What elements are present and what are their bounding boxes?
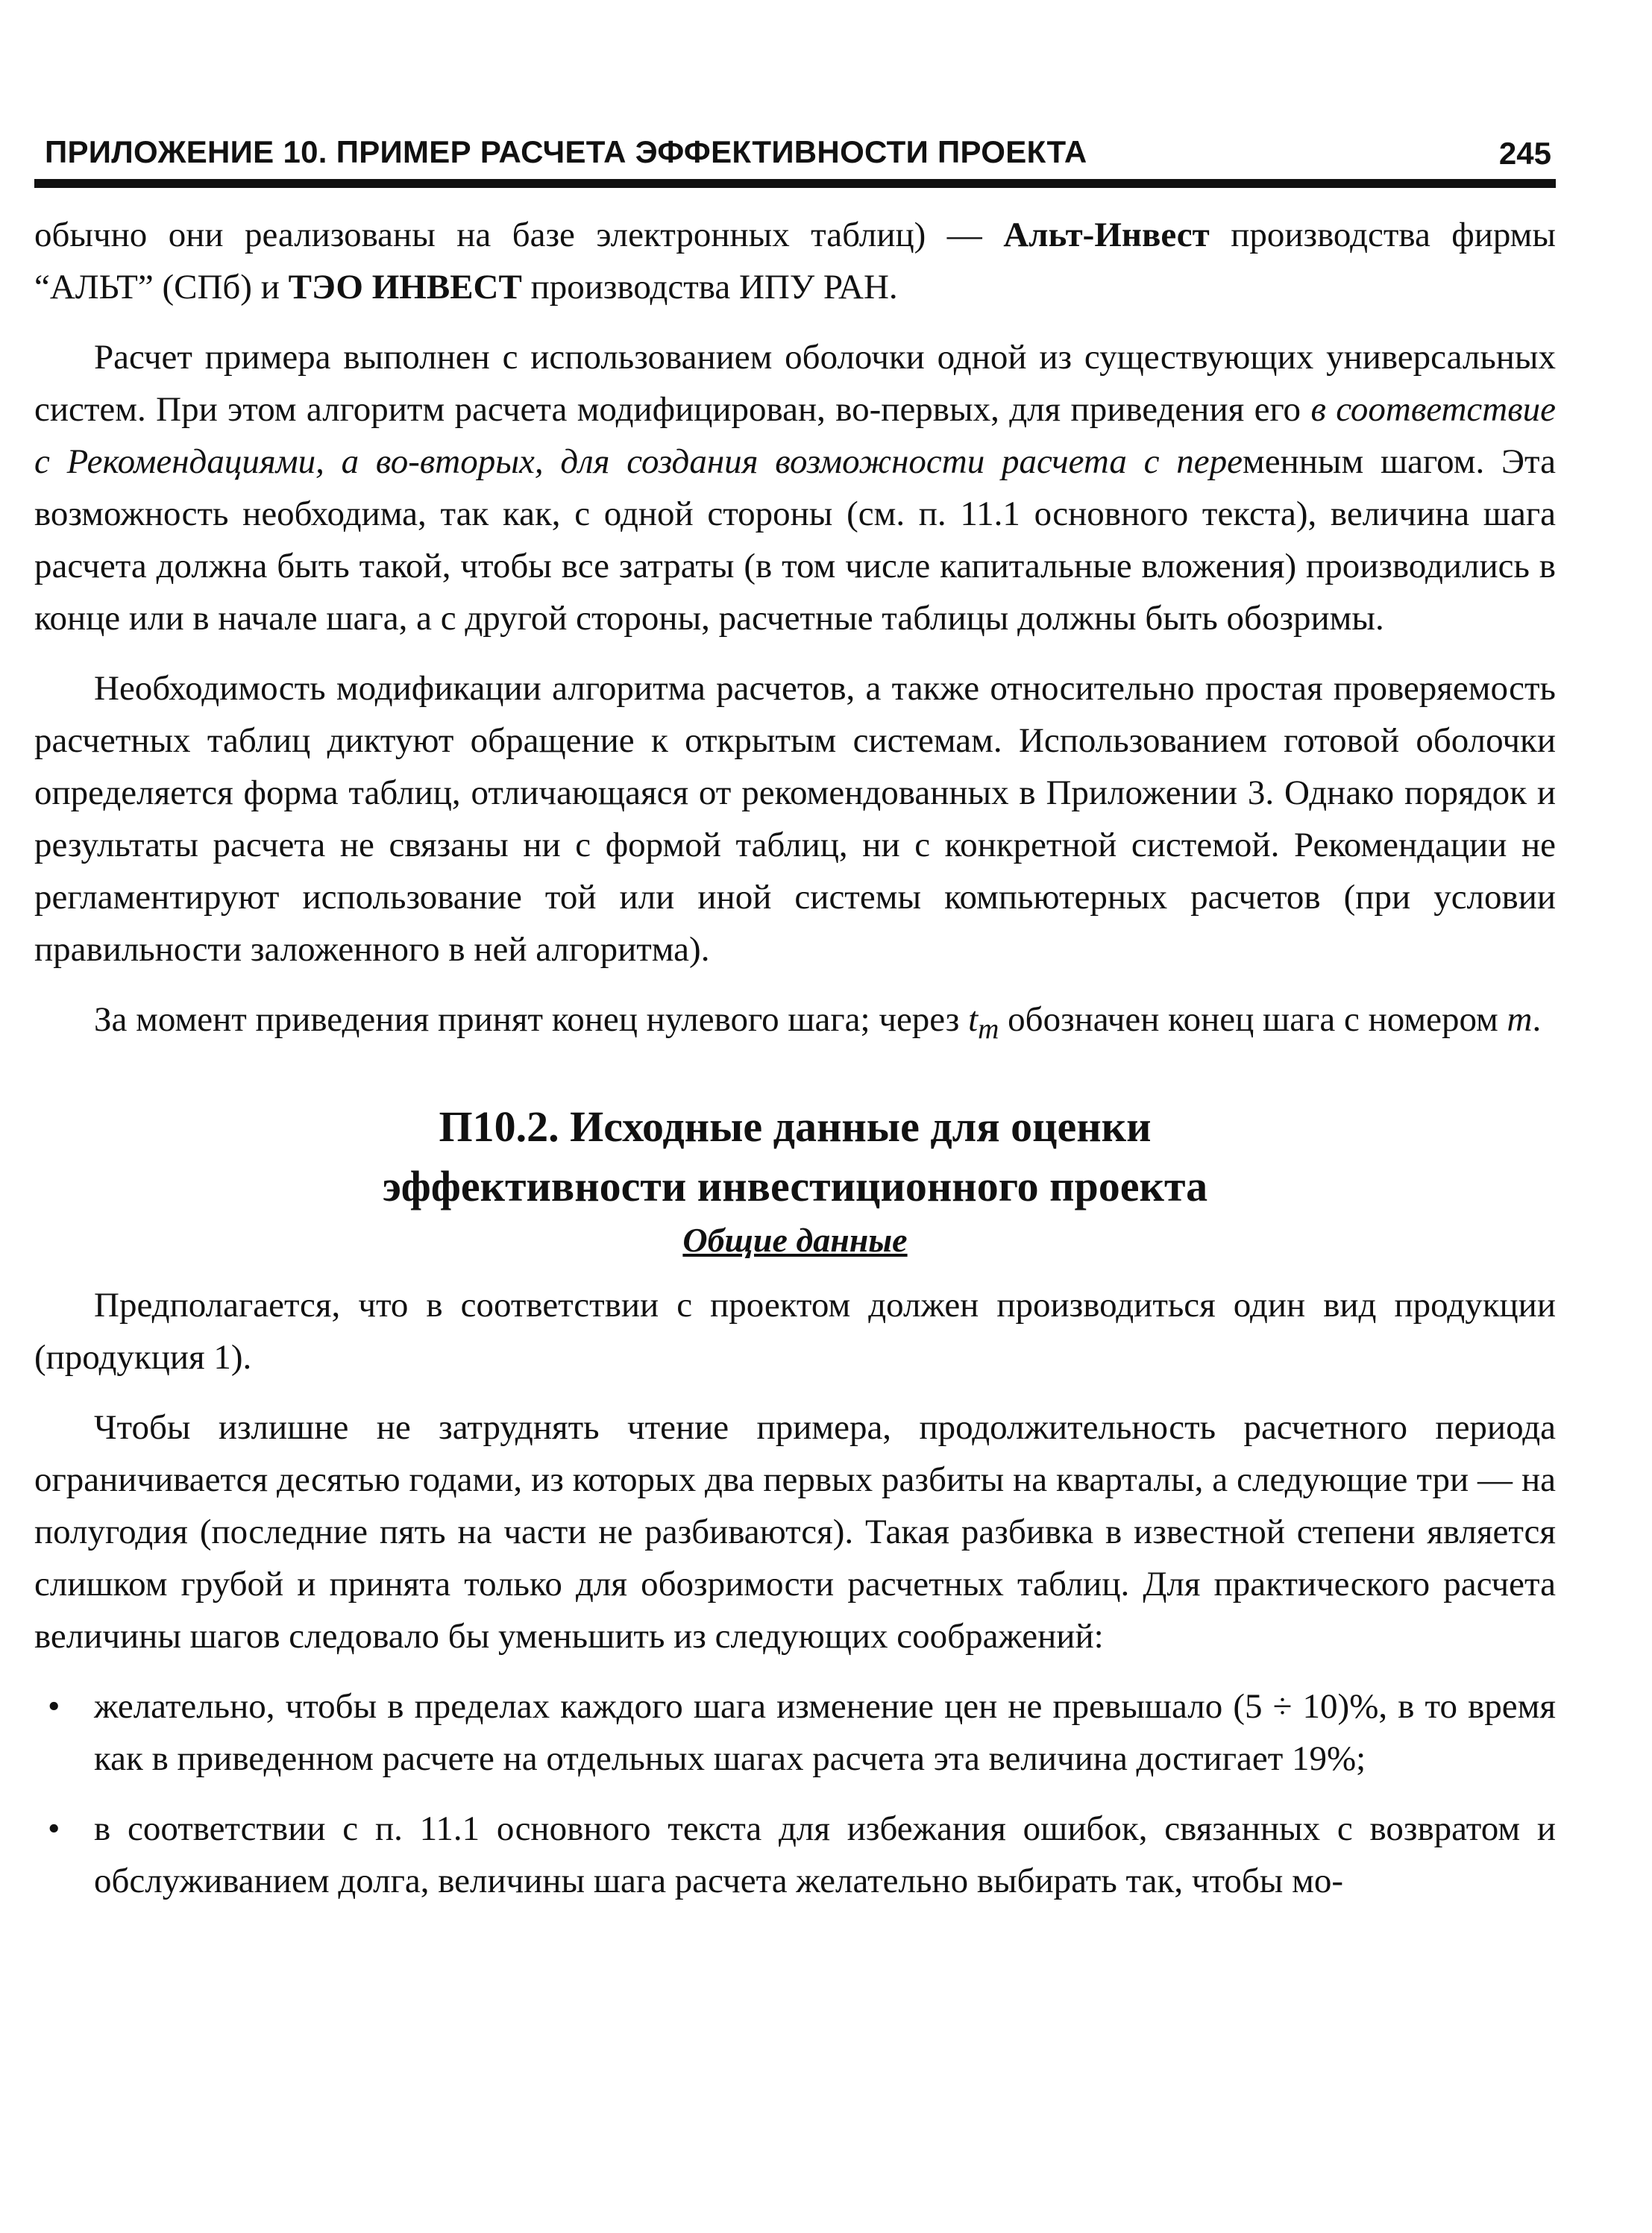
paragraph-2 [34, 331, 1556, 644]
bullet-icon: • [48, 1809, 60, 1849]
list-item [34, 1680, 1556, 1785]
list-item [34, 1803, 1556, 1907]
p4-variable-m: m [1507, 1000, 1533, 1039]
p4-variable-t: t [968, 1000, 979, 1039]
running-header-title: ПРИЛОЖЕНИЕ 10. ПРИМЕР РАСЧЕТА ЭФФЕКТИВНОСТИ ПРОЕКТА [45, 134, 1087, 169]
paragraph-3: Необходимость модификации алгоритма расчетов, а также относительно простая проверяемость расчетных таблиц диктуют обращение к открытым системам. Использованием готовой оболочки определяется форма таблиц, отличающаяся от рекомендованных в Приложении 3. Однако порядок и результаты расчета не связаны ни с формой таблиц, ни с конкретной системой. Рекомендации не регламентируют использование той или иной системы компьютерных расчетов (при условии правильности заложенного в ней алгоритма). [34, 669, 1556, 969]
paragraph-6: Чтобы излишне не затруднять чтение примера, продолжительность расчетного периода ограничивается десятью годами, из которых два первых разбиты на кварталы, а следующие три — на полугодия (последние пять на части не разбиваются). Такая разбивка в известной степени является слишком грубой и принята только для обозримости расчетных таблиц. Для практического расчета величины шагов следовало бы уменьшить из следующих соображений: [34, 1408, 1556, 1656]
p4-subscript-m: m [978, 1013, 999, 1046]
paragraph-4 [34, 993, 1556, 1055]
product-name-alt-invest: Альт-Инвест [1003, 216, 1210, 254]
header-rule [34, 179, 1556, 188]
product-name-teo-invest: ТЭО ИНВЕСТ [288, 268, 522, 307]
p2-text-2: менным шагом. Эта возможность необходима, так как, с одной стороны (см. п. 11.1 основного текста), величина шага расчета должна быть такой, чтобы все затраты (в том числе капитальные вложения) производились в конце или в начале шага, а с другой стороны, расчетные таблицы должны быть обозримы. [34, 442, 1556, 638]
list-item-text: желательно, чтобы в пределах каждого шага изменение цен не превышало (5 ÷ 10)%, в то время как в приведенном расчете на отдельных шагах расчета эта величина достигает 19%; [94, 1687, 1556, 1779]
p4-text-3: . [1532, 1000, 1542, 1039]
p4-text-2: обозначен конец шага с номером [999, 1000, 1507, 1039]
p1-text-2: производства фирмы “АЛЬТ” (СПб) и [34, 216, 1556, 307]
p2-italic: в соответствие с Рекомендациями, а во-вторых, для создания возможности расчета с пере [34, 390, 1556, 481]
running-header [34, 127, 1556, 179]
list-item-text: в соответствии с п. 11.1 основного текста для избежания ошибок, связанных с возвратом и обслуживанием долга, величины шага расчета желательно выбирать так, чтобы мо- [94, 1809, 1556, 1901]
section-heading-line-2: эффективности инвестиционного проекта [382, 1162, 1208, 1211]
bullet-icon: • [48, 1687, 60, 1727]
bullet-list [34, 1680, 1556, 1907]
paragraph-5: Предполагается, что в соответствии с проектом должен производиться один вид продукции (продукция 1). [34, 1286, 1556, 1378]
paragraph-1 [34, 209, 1556, 313]
section-heading-line-1: П10.2. Исходные данные для оценки [439, 1102, 1152, 1152]
p1-text-3: производства ИПУ РАН. [521, 268, 898, 307]
section-subheading: Общие данные [682, 1221, 908, 1260]
p1-text-1: обычно они реализованы на базе электронных таблиц) — [34, 216, 1004, 254]
p2-text-1: Расчет примера выполнен с использованием оболочки одной из существующих универсальных систем. При этом алгоритм расчета модифицирован, во-первых, для приведения его [34, 338, 1556, 429]
body-text [34, 209, 1556, 1925]
p4-text-1: За момент приведения принят конец нулевого шага; через [94, 1000, 969, 1039]
section-heading [34, 1097, 1556, 1216]
page-number: 245 [1498, 136, 1551, 171]
